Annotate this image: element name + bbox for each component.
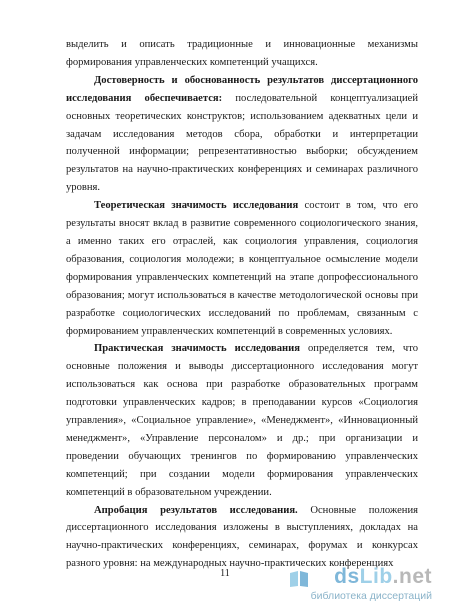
theoretical-significance-text: состоит в том, что его результаты вносят вклад в развитие современного социологического знания, а именно таких его отраслей, как социология управления, социология образования, социология молодежи; в концептуальное осмысление модели формирования управленческих компетенций на этапе допрофессионального образования; могут использоваться в качестве методологической основы при разработке социологических исследований по проблемам, связанным с формированием управленческих компетенций в современных условиях. bbox=[66, 200, 418, 337]
paragraph-reliability bbox=[66, 72, 418, 197]
approbation-text: Основные положения диссертационного исследования изложены в выступлениях, докладах на научно-практических конференциях, семинарах, форумах и конкурсах разного уровня: на международных научно-практических конференциях bbox=[66, 504, 418, 570]
paragraph-theoretical-significance bbox=[66, 197, 418, 340]
page-number: 11 bbox=[220, 568, 230, 579]
reliability-text: последовательной концептуализацией основных теоретических конструктов; использованием адекватных цели и задачам исследования методов сбора, обработки и интерпретации полученной информации; репрезентативностью выборки; обсуждением результатов на научно-практических конференциях и семинарах различного уровня. bbox=[66, 92, 418, 194]
paragraph-goal-continuation: выделить и описать традиционные и инновационные механизмы формирования управленческих компетенций учащихся. bbox=[66, 39, 418, 68]
body-text bbox=[66, 36, 418, 573]
heading-theoretical-significance: Теоретическая значимость исследования bbox=[94, 200, 299, 212]
paragraph-approbation bbox=[66, 502, 418, 574]
watermark-subtitle: библиотека диссертаций bbox=[310, 590, 432, 602]
practical-significance-text: определяется тем, что основные положения и выводы диссертационного исследования могут использоваться как основа при разработке образовательных программ подготовки управленческих кадров; в преподавании курсов «Социология управления», «Социальное управление», «Менеджмент», «Инновационный менеджмент», «Управление персоналом» и др.; при организации и проведении обучающих тренингов по формированию управленческих компетенций; при создании модели формирования управленческих компетенций в образовательном учреждении. bbox=[66, 343, 419, 498]
heading-approbation: Апробация результатов исследования. bbox=[94, 504, 298, 516]
dslib-watermark[interactable] bbox=[288, 565, 436, 605]
paragraph-practical-significance bbox=[66, 340, 418, 501]
heading-practical-significance: Практическая значимость исследования bbox=[94, 343, 300, 355]
watermark-logo: dsLib.net bbox=[334, 565, 432, 588]
heading-reliability: Достоверность и обоснованность результатов диссертационного исследования обеспечивается: bbox=[66, 74, 418, 104]
book-icon bbox=[288, 569, 310, 589]
